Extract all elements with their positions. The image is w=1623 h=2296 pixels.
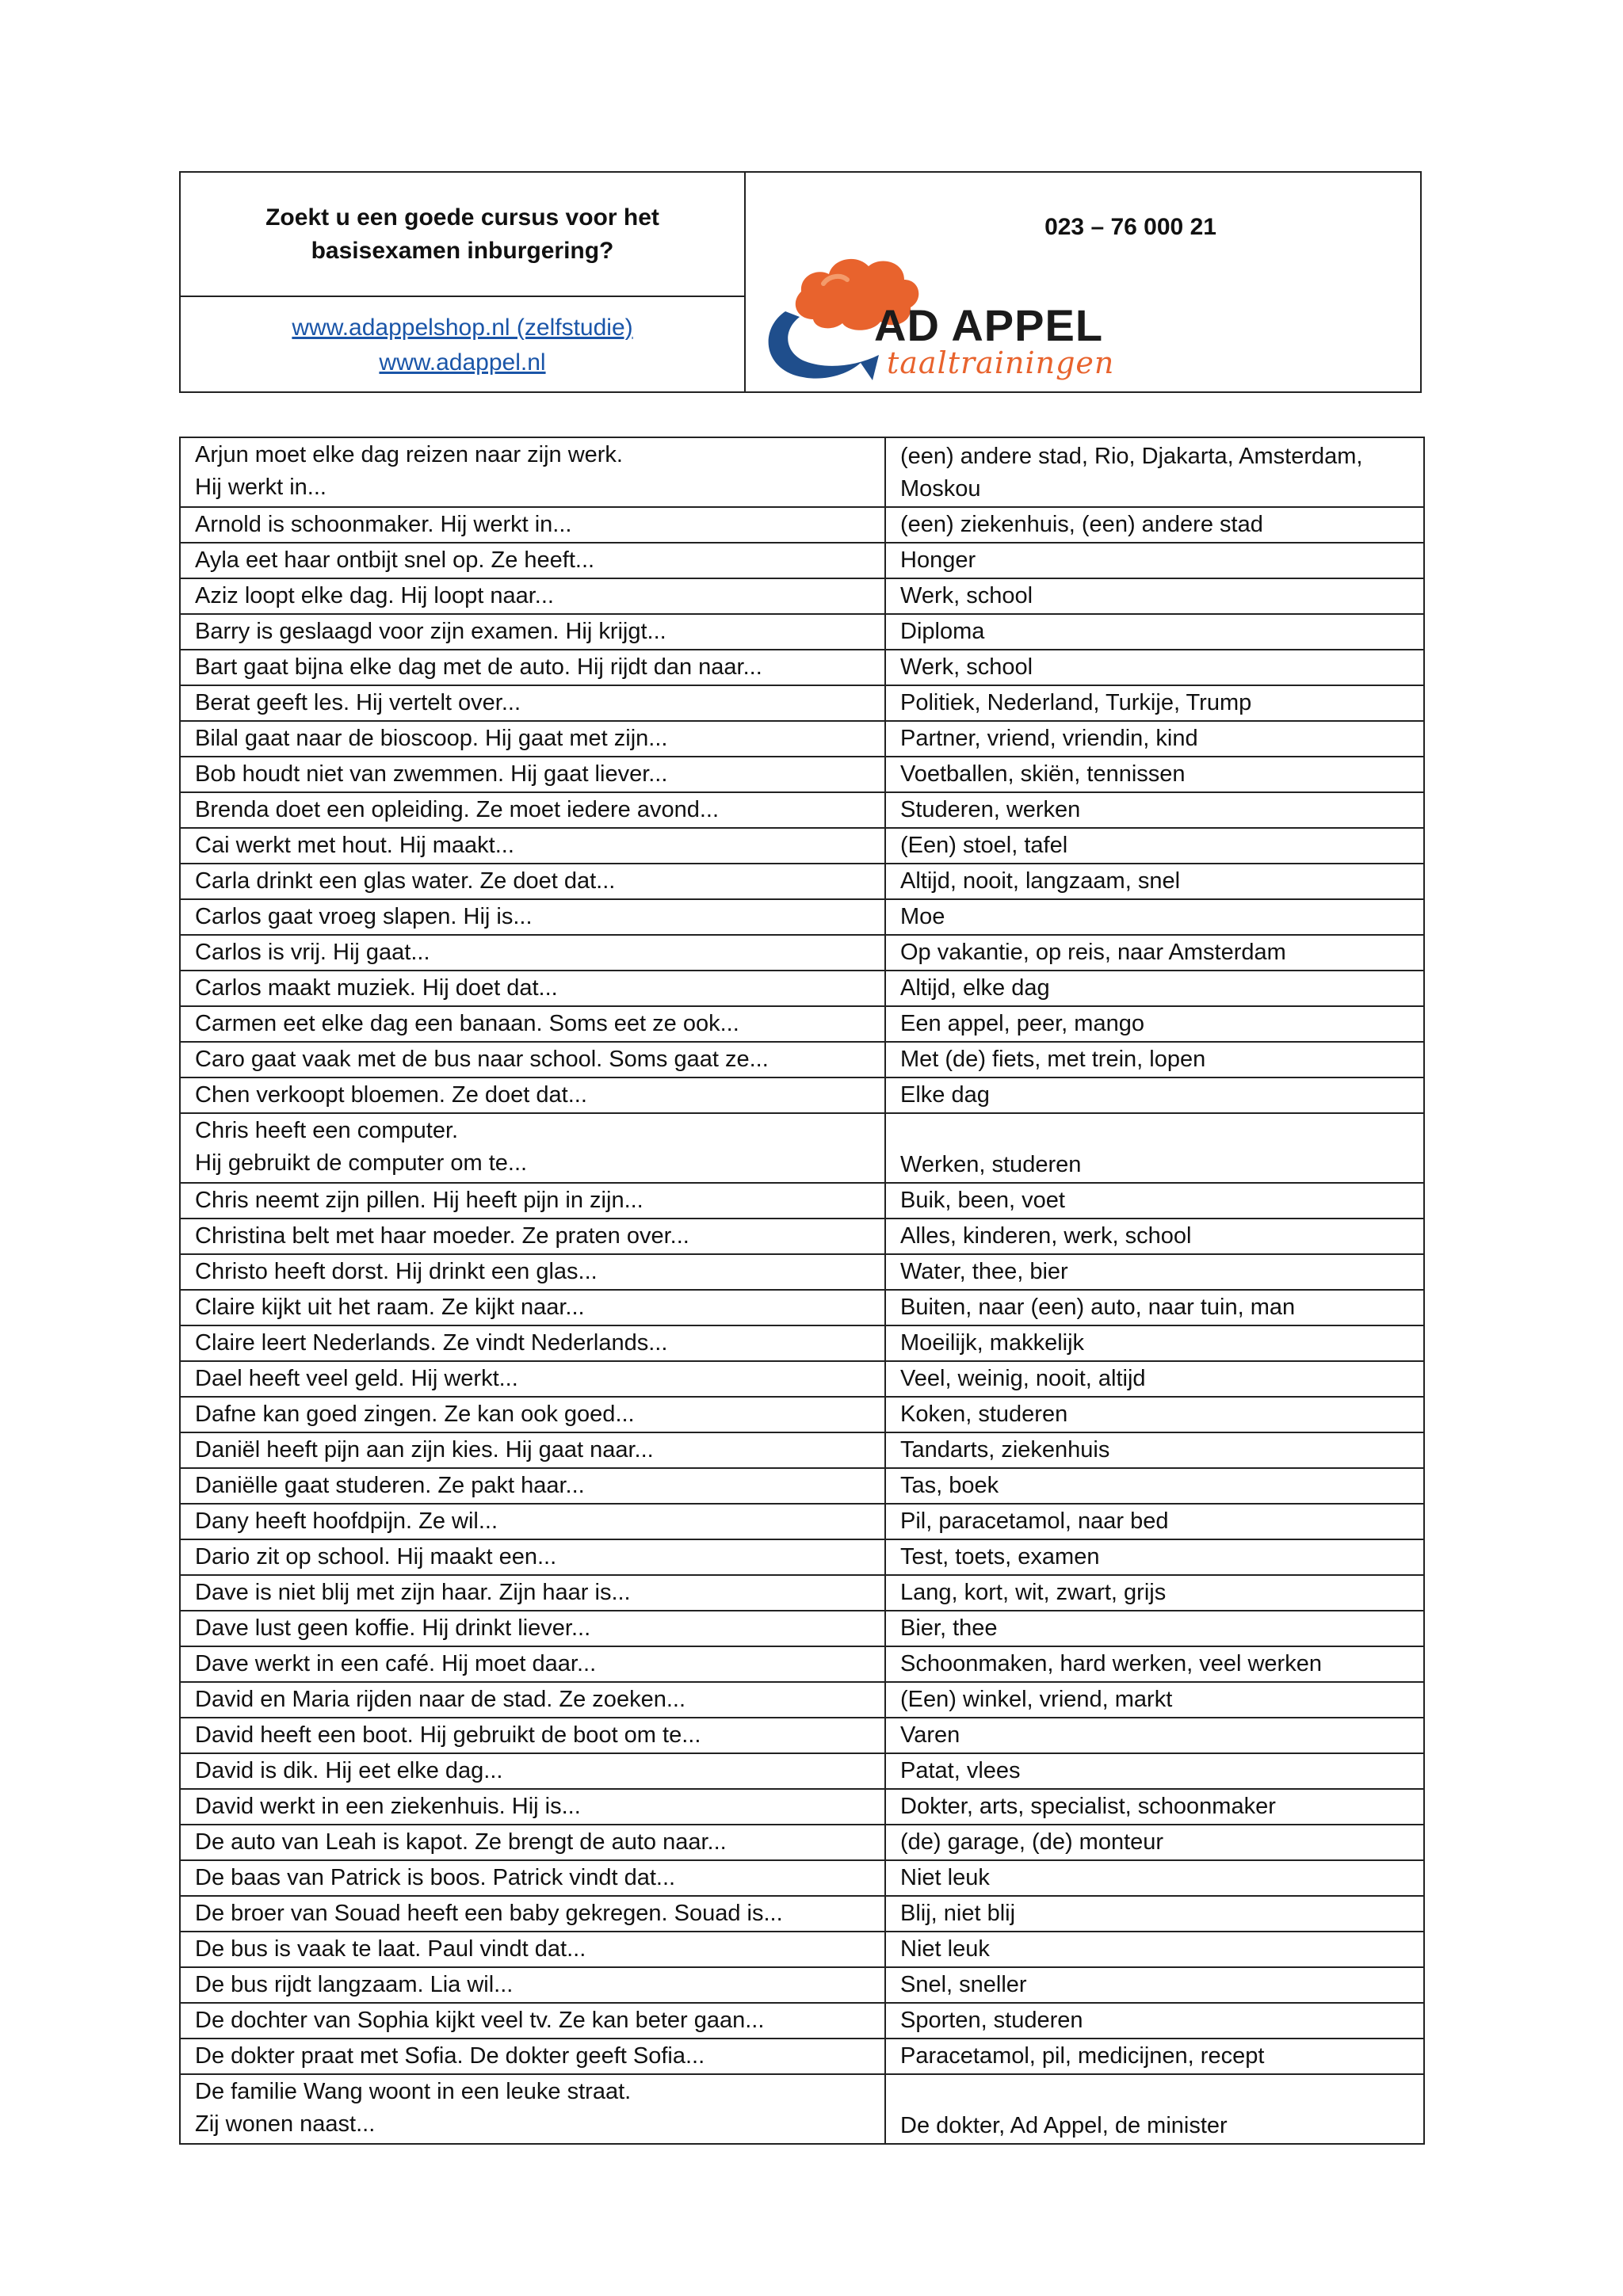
- table-row: [180, 1896, 1424, 1932]
- table-row: [180, 1219, 1424, 1254]
- answer-cell: Buik, been, voet: [885, 1183, 1424, 1219]
- table-row: [180, 1860, 1424, 1896]
- table-row: [180, 2039, 1424, 2074]
- answer-cell: Snel, sneller: [885, 1967, 1424, 2003]
- question-cell: Daniël heeft pijn aan zijn kies. Hij gaat naar...: [180, 1432, 885, 1468]
- question-cell: Dave lust geen koffie. Hij drinkt liever...: [180, 1611, 885, 1646]
- question-cell: Dafne kan goed zingen. Ze kan ook goed...: [180, 1397, 885, 1432]
- table-row: [180, 1539, 1424, 1575]
- answer-cell: Werken, studeren: [885, 1113, 1424, 1183]
- qa-table-body: [180, 437, 1424, 2144]
- ad-appel-logo: [754, 244, 1166, 387]
- answer-cell: Altijd, elke dag: [885, 971, 1424, 1006]
- question-cell: De broer van Souad heeft een baby gekregen. Souad is...: [180, 1896, 885, 1932]
- table-row: [180, 1967, 1424, 2003]
- table-row: [180, 1932, 1424, 1967]
- table-row: [180, 1682, 1424, 1718]
- table-row: [180, 437, 1424, 507]
- answer-cell: Studeren, werken: [885, 792, 1424, 828]
- answer-cell: Schoonmaken, hard werken, veel werken: [885, 1646, 1424, 1682]
- answer-cell: Niet leuk: [885, 1860, 1424, 1896]
- table-row: [180, 650, 1424, 685]
- answer-cell: Tandarts, ziekenhuis: [885, 1432, 1424, 1468]
- question-cell: Bob houdt niet van zwemmen. Hij gaat liever...: [180, 757, 885, 792]
- question-cell: Chris neemt zijn pillen. Hij heeft pijn in zijn...: [180, 1183, 885, 1219]
- question-cell: Barry is geslaagd voor zijn examen. Hij krijgt...: [180, 614, 885, 650]
- answer-cell: Test, toets, examen: [885, 1539, 1424, 1575]
- table-row: [180, 1753, 1424, 1789]
- table-row: [180, 1361, 1424, 1397]
- question-cell: Dario zit op school. Hij maakt een...: [180, 1539, 885, 1575]
- question-cell: Carla drinkt een glas water. Ze doet dat...: [180, 864, 885, 899]
- question-cell: Arjun moet elke dag reizen naar zijn werk. Hij werkt in...: [180, 437, 885, 507]
- answer-cell: Veel, weinig, nooit, altijd: [885, 1361, 1424, 1397]
- answer-cell: Buiten, naar (een) auto, naar tuin, man: [885, 1290, 1424, 1325]
- phone-number: 023 – 76 000 21: [1044, 214, 1216, 240]
- answer-cell: Pil, paracetamol, naar bed: [885, 1504, 1424, 1539]
- header-box: [179, 171, 1422, 393]
- answer-cell: Niet leuk: [885, 1932, 1424, 1967]
- header-left-column: [181, 173, 746, 391]
- answer-cell: (Een) stoel, tafel: [885, 828, 1424, 864]
- answer-cell: Dokter, arts, specialist, schoonmaker: [885, 1789, 1424, 1825]
- table-row: [180, 1789, 1424, 1825]
- table-row: [180, 1006, 1424, 1042]
- answer-cell: Werk, school: [885, 578, 1424, 614]
- logo-tagline: taaltrainingen: [887, 345, 1115, 380]
- question-cell: De familie Wang woont in een leuke straat. Zij wonen naast...: [180, 2074, 885, 2144]
- table-row: [180, 578, 1424, 614]
- table-row: [180, 685, 1424, 721]
- question-cell: Dany heeft hoofdpijn. Ze wil...: [180, 1504, 885, 1539]
- question-cell: De dokter praat met Sofia. De dokter geeft Sofia...: [180, 2039, 885, 2074]
- table-row: [180, 1718, 1424, 1753]
- question-cell: Caro gaat vaak met de bus naar school. Soms gaat ze...: [180, 1042, 885, 1077]
- question-cell: Chris heeft een computer. Hij gebruikt de computer om te...: [180, 1113, 885, 1183]
- table-row: [180, 721, 1424, 757]
- question-cell: David is dik. Hij eet elke dag...: [180, 1753, 885, 1789]
- question-cell: Christo heeft dorst. Hij drinkt een glas...: [180, 1254, 885, 1290]
- table-row: [180, 543, 1424, 578]
- question-cell: Carlos gaat vroeg slapen. Hij is...: [180, 899, 885, 935]
- question-cell: Brenda doet een opleiding. Ze moet iedere avond...: [180, 792, 885, 828]
- answer-cell: Diploma: [885, 614, 1424, 650]
- table-row: [180, 2003, 1424, 2039]
- question-cell: Dave is niet blij met zijn haar. Zijn haar is...: [180, 1575, 885, 1611]
- question-cell: David en Maria rijden naar de stad. Ze zoeken...: [180, 1682, 885, 1718]
- answer-cell: Met (de) fiets, met trein, lopen: [885, 1042, 1424, 1077]
- question-cell: Carlos maakt muziek. Hij doet dat...: [180, 971, 885, 1006]
- answer-cell: Varen: [885, 1718, 1424, 1753]
- table-row: [180, 1397, 1424, 1432]
- table-row: [180, 1113, 1424, 1183]
- question-cell: Chen verkoopt bloemen. Ze doet dat...: [180, 1077, 885, 1113]
- question-cell: Cai werkt met hout. Hij maakt...: [180, 828, 885, 864]
- question-cell: Carmen eet elke dag een banaan. Soms eet ze ook...: [180, 1006, 885, 1042]
- table-row: [180, 1077, 1424, 1113]
- question-cell: Bart gaat bijna elke dag met de auto. Hij rijdt dan naar...: [180, 650, 885, 685]
- table-row: [180, 614, 1424, 650]
- question-cell: Arnold is schoonmaker. Hij werkt in...: [180, 507, 885, 543]
- question-cell: Claire leert Nederlands. Ze vindt Nederlands...: [180, 1325, 885, 1361]
- table-row: [180, 1432, 1424, 1468]
- answer-cell: (de) garage, (de) monteur: [885, 1825, 1424, 1860]
- links-cell: [181, 297, 744, 393]
- table-row: [180, 828, 1424, 864]
- answer-cell: Altijd, nooit, langzaam, snel: [885, 864, 1424, 899]
- answer-cell: Lang, kort, wit, zwart, grijs: [885, 1575, 1424, 1611]
- question-cell: Carlos is vrij. Hij gaat...: [180, 935, 885, 971]
- promo-text: Zoekt u een goede cursus voor het basisexamen inburgering?: [265, 204, 659, 264]
- table-row: [180, 1611, 1424, 1646]
- promo-cell: [181, 173, 744, 297]
- table-row: [180, 1468, 1424, 1504]
- question-cell: Daniëlle gaat studeren. Ze pakt haar...: [180, 1468, 885, 1504]
- answer-cell: Voetballen, skiën, tennissen: [885, 757, 1424, 792]
- table-row: [180, 864, 1424, 899]
- question-cell: Aziz loopt elke dag. Hij loopt naar...: [180, 578, 885, 614]
- header-right-column: [746, 173, 1420, 391]
- question-cell: Christina belt met haar moeder. Ze praten over...: [180, 1219, 885, 1254]
- question-cell: Claire kijkt uit het raam. Ze kijkt naar...: [180, 1290, 885, 1325]
- answer-cell: (een) ziekenhuis, (een) andere stad: [885, 507, 1424, 543]
- table-row: [180, 792, 1424, 828]
- answer-cell: Paracetamol, pil, medicijnen, recept: [885, 2039, 1424, 2074]
- table-row: [180, 1575, 1424, 1611]
- answer-cell: Tas, boek: [885, 1468, 1424, 1504]
- answer-cell: Koken, studeren: [885, 1397, 1424, 1432]
- answer-cell: Op vakantie, op reis, naar Amsterdam: [885, 935, 1424, 971]
- question-cell: De baas van Patrick is boos. Patrick vindt dat...: [180, 1860, 885, 1896]
- question-cell: Bilal gaat naar de bioscoop. Hij gaat met zijn...: [180, 721, 885, 757]
- table-row: [180, 1825, 1424, 1860]
- site-link[interactable]: www.adappel.nl: [379, 349, 546, 376]
- answer-cell: Werk, school: [885, 650, 1424, 685]
- answer-cell: Een appel, peer, mango: [885, 1006, 1424, 1042]
- table-row: [180, 1254, 1424, 1290]
- answer-cell: Alles, kinderen, werk, school: [885, 1219, 1424, 1254]
- table-row: [180, 1290, 1424, 1325]
- question-cell: Dave werkt in een café. Hij moet daar...: [180, 1646, 885, 1682]
- qa-table: [179, 437, 1425, 2145]
- answer-cell: Honger: [885, 543, 1424, 578]
- question-cell: De bus is vaak te laat. Paul vindt dat...: [180, 1932, 885, 1967]
- question-cell: Dael heeft veel geld. Hij werkt...: [180, 1361, 885, 1397]
- question-cell: De dochter van Sophia kijkt veel tv. Ze kan beter gaan...: [180, 2003, 885, 2039]
- answer-cell: Politiek, Nederland, Turkije, Trump: [885, 685, 1424, 721]
- table-row: [180, 1325, 1424, 1361]
- table-row: [180, 1504, 1424, 1539]
- table-row: [180, 507, 1424, 543]
- table-row: [180, 2074, 1424, 2144]
- question-cell: De bus rijdt langzaam. Lia wil...: [180, 1967, 885, 2003]
- answer-cell: De dokter, Ad Appel, de minister: [885, 2074, 1424, 2144]
- answer-cell: Elke dag: [885, 1077, 1424, 1113]
- table-row: [180, 757, 1424, 792]
- question-cell: De auto van Leah is kapot. Ze brengt de auto naar...: [180, 1825, 885, 1860]
- answer-cell: (Een) winkel, vriend, markt: [885, 1682, 1424, 1718]
- question-cell: Berat geeft les. Hij vertelt over...: [180, 685, 885, 721]
- answer-cell: Sporten, studeren: [885, 2003, 1424, 2039]
- question-cell: David heeft een boot. Hij gebruikt de boot om te...: [180, 1718, 885, 1753]
- table-row: [180, 1183, 1424, 1219]
- table-row: [180, 971, 1424, 1006]
- logo-brand-text: AD APPEL: [874, 300, 1104, 350]
- answer-cell: Water, thee, bier: [885, 1254, 1424, 1290]
- table-row: [180, 935, 1424, 971]
- table-row: [180, 1646, 1424, 1682]
- table-row: [180, 1042, 1424, 1077]
- question-cell: David werkt in een ziekenhuis. Hij is...: [180, 1789, 885, 1825]
- answer-cell: Patat, vlees: [885, 1753, 1424, 1789]
- answer-cell: Moeilijk, makkelijk: [885, 1325, 1424, 1361]
- answer-cell: Partner, vriend, vriendin, kind: [885, 721, 1424, 757]
- answer-cell: Blij, niet blij: [885, 1896, 1424, 1932]
- answer-cell: Moe: [885, 899, 1424, 935]
- answer-cell: (een) andere stad, Rio, Djakarta, Amsterdam, Moskou: [885, 437, 1424, 507]
- question-cell: Ayla eet haar ontbijt snel op. Ze heeft...: [180, 543, 885, 578]
- table-row: [180, 899, 1424, 935]
- shop-link[interactable]: www.adappelshop.nl (zelfstudie): [292, 314, 633, 341]
- answer-cell: Bier, thee: [885, 1611, 1424, 1646]
